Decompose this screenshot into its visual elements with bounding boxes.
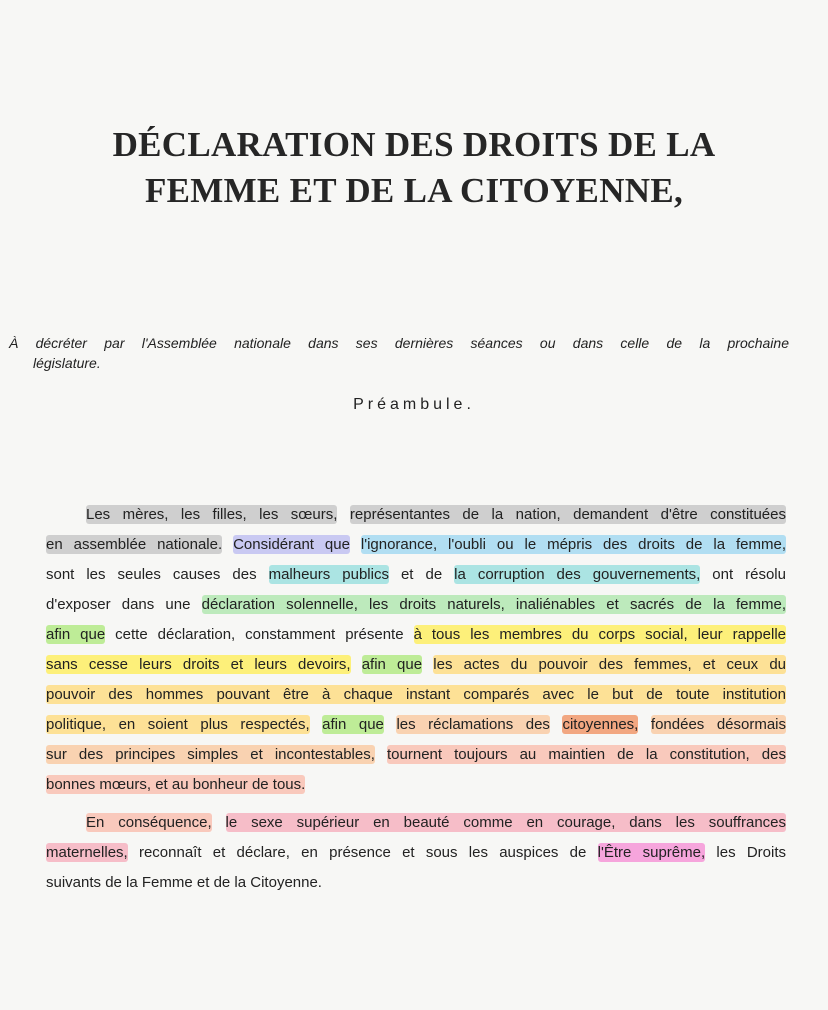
- text-line: [46, 530, 786, 560]
- text-line: [46, 710, 786, 740]
- preambule-heading: Préambule.: [353, 396, 475, 413]
- highlighted-text: afin que: [361, 656, 423, 673]
- plain-text: les Droits: [716, 844, 787, 861]
- highlighted-text: citoyennes,: [562, 716, 639, 733]
- text-line: [46, 770, 786, 800]
- highlighted-text: En conséquence,: [86, 814, 212, 831]
- plain-text: et de: [400, 566, 443, 583]
- highlighted-text: l'Être suprême,: [597, 844, 706, 861]
- highlighted-text: le sexe supérieur en beauté comme en courage, dans les souffrances: [225, 814, 787, 831]
- title-line-2: FEMME ET DE LA CITOYENNE,: [144, 171, 684, 210]
- plain-text: reconnaît et déclare, en présence et sous les auspices de: [138, 844, 587, 861]
- highlighted-text: malheurs publics: [268, 566, 389, 583]
- highlighted-text: à tous les membres du corps social, leur rappelle: [413, 626, 786, 643]
- paragraph-1: [46, 500, 786, 800]
- text-line: [46, 680, 786, 710]
- text-line: [46, 808, 786, 838]
- text-line: [46, 500, 786, 530]
- highlighted-text: Considérant que: [233, 536, 350, 553]
- text-line: [46, 868, 786, 898]
- plain-text: d'exposer dans une: [46, 596, 191, 613]
- highlighted-text: maternelles,: [46, 844, 128, 861]
- highlighted-text: afin que: [322, 716, 384, 733]
- highlighted-text: sur des principes simples et incontestables,: [46, 746, 375, 763]
- text-line: [46, 560, 786, 590]
- subtitle-line-1: À décréter par l'Assemblée nationale dans ses dernières séances ou dans celle de la prochaine: [9, 335, 789, 351]
- text-line: [46, 590, 786, 620]
- plain-text: sont les seules causes des: [46, 566, 257, 583]
- subtitle-line-2: législature.: [33, 355, 101, 371]
- highlighted-text: afin que: [46, 626, 106, 643]
- highlighted-text: les actes du pouvoir des femmes, et ceux du: [433, 656, 786, 673]
- highlighted-text: la corruption des gouvernements,: [454, 566, 701, 583]
- paragraph-2: [46, 808, 786, 898]
- highlighted-text: l'ignorance, l'oubli ou le mépris des droits de la femme,: [360, 536, 786, 553]
- highlighted-text: fondées désormais: [650, 716, 787, 733]
- highlighted-text: bonnes mœurs, et au bonheur de tous.: [46, 776, 306, 793]
- highlighted-text: représentantes de la nation, demandent d'être constituées: [349, 506, 786, 523]
- highlighted-text: Les mères, les filles, les sœurs,: [86, 506, 338, 523]
- title-line-1: DÉCLARATION DES DROITS DE LA: [112, 125, 716, 164]
- text-line: [46, 650, 786, 680]
- document-subtitle: [9, 333, 789, 373]
- document-title: [60, 122, 768, 214]
- highlighted-text: politique, en soient plus respectés,: [46, 716, 310, 733]
- plain-text: ont résolu: [712, 566, 786, 583]
- text-line: [46, 838, 786, 868]
- plain-text: suivants de la Femme et de la Citoyenne.: [46, 874, 322, 891]
- highlighted-text: tournent toujours au maintien de la constitution, des: [387, 746, 786, 763]
- highlighted-text: pouvoir des hommes pouvant être à chaque instant comparés avec le but de toute institution: [46, 686, 786, 703]
- highlighted-text: déclaration solennelle, les droits naturels, inaliénables et sacrés de la femme,: [201, 596, 786, 613]
- text-line: [46, 740, 786, 770]
- highlighted-text: sans cesse leurs droits et leurs devoirs,: [46, 656, 351, 673]
- highlighted-text: les réclamations des: [396, 716, 550, 733]
- plain-text: cette déclaration, constamment présente: [115, 626, 404, 643]
- highlighted-text: en assemblée nationale.: [46, 536, 223, 553]
- text-line: [46, 620, 786, 650]
